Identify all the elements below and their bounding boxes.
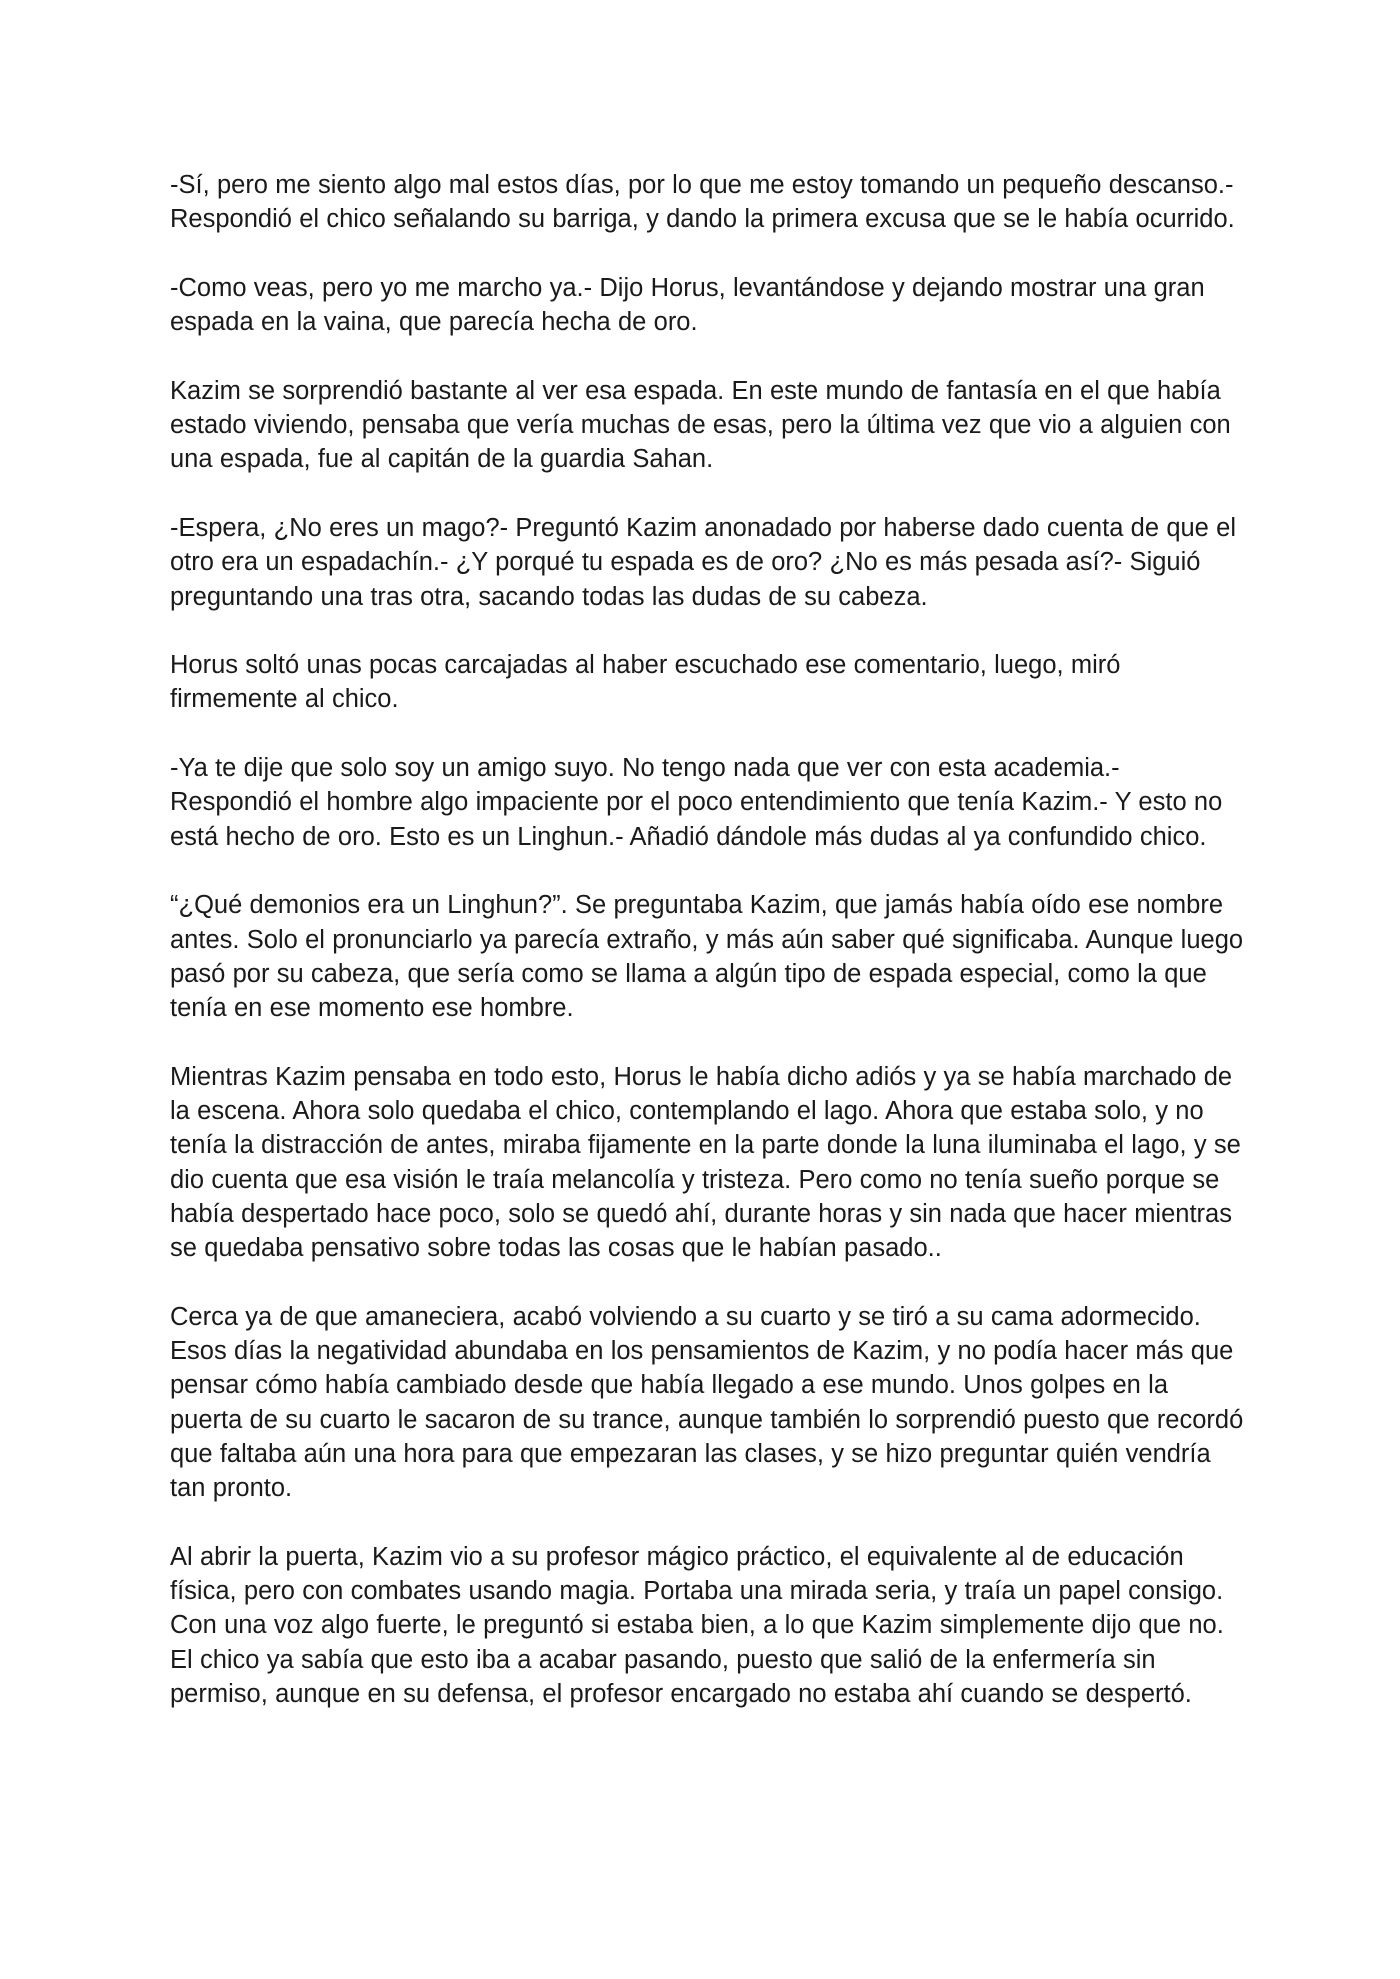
paragraph-9: Cerca ya de que amaneciera, acabó volviendo a su cuarto y se tiró a su cama adormecido. Esos días la negatividad abundaba en los pensamientos de Kazim, y no podía hacer más que pensar cómo había cambiado desde que había llegado a ese mundo. Unos golpes en la puerta de su cuarto le sacaron de su trance, aunque también lo sorprendió puesto que recordó que faltaba aún una hora para que empezaran las clases, y se hizo preguntar quién vendría tan pronto. — [170, 1302, 1244, 1503]
paragraph-10: Al abrir la puerta, Kazim vio a su profesor mágico práctico, el equivalente al de educación física, pero con combates usando magia. Portaba una mirada seria, y traía un papel consigo. Con una voz algo fuerte, le preguntó si estaba bien, a lo que Kazim simplemente dijo que no. El chico ya sabía que esto iba a acabar pasando, puesto que salió de la enfermería sin permiso, aunque en su defensa, el profesor encargado no estaba ahí cuando se despertó. — [170, 1542, 1224, 1709]
paragraph-3: Kazim se sorprendió bastante al ver esa espada. En este mundo de fantasía en el que había estado viviendo, pensaba que vería muchas de esas, pero la última vez que vio a alguien con una espada, fue al capitán de la guardia Sahan. — [170, 376, 1231, 474]
paragraph-1: -Sí, pero me siento algo mal estos días, por lo que me estoy tomando un pequeño descanso.- Respondió el chico señalando su barriga, y dando la primera excusa que se le había ocurrido. — [170, 171, 1235, 234]
paragraph-6: -Ya te dije que solo soy un amigo suyo. No tengo nada que ver con esta academia.- Respondió el hombre algo impaciente por el poco entendimiento que tenía Kazim.- Y esto no está hecho de oro. Esto es un Linghun.- Añadió dándole más dudas al ya confundido chico. — [170, 754, 1223, 851]
paragraph-5: Horus soltó unas pocas carcajadas al haber escuchado ese comentario, luego, miró firmemente al chico. — [170, 651, 1121, 714]
document-body — [170, 168, 1245, 1746]
paragraph-2: -Como veas, pero yo me marcho ya.- Dijo Horus, levantándose y dejando mostrar una gran espada en la vaina, que parecía hecha de oro. — [170, 273, 1205, 337]
paragraph-8: Mientras Kazim pensaba en todo esto, Horus le había dicho adiós y ya se había marchado de la escena. Ahora solo quedaba el chico, contemplando el lago. Ahora que estaba solo, y no tenía la distracción de antes, miraba fijamente en la parte donde la luna iluminaba el lago, y se dio cuenta que esa visión le traía melancolía y tristeza. Pero como no tenía sueño porque se había despertado hace poco, solo se quedó ahí, durante horas y sin nada que hacer mientras se quedaba pensativo sobre todas las cosas que le habían pasado.. — [170, 1062, 1241, 1263]
paragraph-7: “¿Qué demonios era un Linghun?”. Se preguntaba Kazim, que jamás había oído ese nombre antes. Solo el pronunciarlo ya parecía extraño, y más aún saber qué significaba. Aunque luego pasó por su cabeza, que sería como se llama a algún tipo de espada especial, como la que tenía en ese momento ese hombre. — [170, 891, 1244, 1023]
paragraph-4: -Espera, ¿No eres un mago?- Preguntó Kazim anonadado por haberse dado cuenta de que el otro era un espadachín.- ¿Y porqué tu espada es de oro? ¿No es más pesada así?- Siguió preguntando una tras otra, sacando todas las dudas de su cabeza. — [170, 513, 1236, 611]
